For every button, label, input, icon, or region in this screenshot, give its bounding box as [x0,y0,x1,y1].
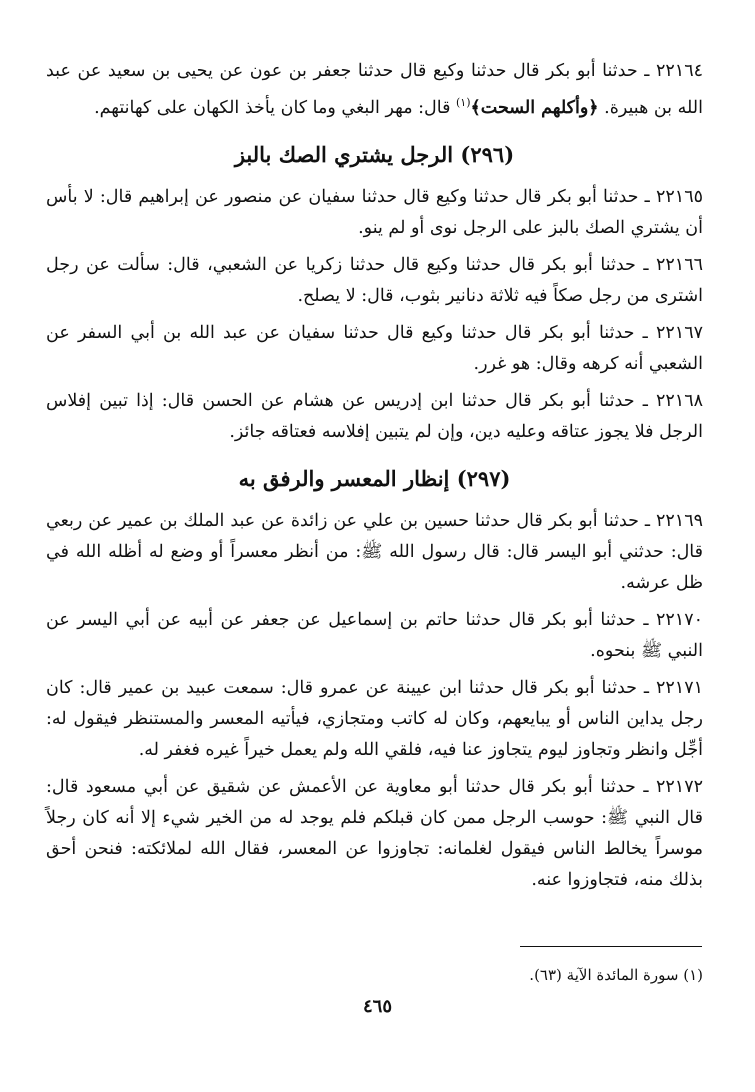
quran-verse: ﴿وأكلهم السحت﴾ [470,97,599,118]
hadith-22164-text-b: قال: مهر البغي وما كان يأخذ الكهان على كهانتهم. [94,97,456,118]
chapter-heading-297: (٢٩٧) إنظار المعسر والرفق به [238,465,511,491]
hadith-22170: ٢٢١٧٠ ـ حدثنا أبو بكر قال حدثنا حاتم بن إسماعيل عن جعفر عن أبيه عن أبي اليسر عن النبي ﷺ بنحوه. [46,609,703,661]
chapter-heading-296: (٢٩٦) الرجل يشتري الصك بالبز [234,141,515,167]
page-number: ٤٦٥ [362,996,392,1017]
footnote-ref[interactable]: (١) [456,96,471,109]
hadith-22171: ٢٢١٧١ ـ حدثنا أبو بكر قال حدثنا ابن عيينة عن عمرو قال: سمعت عبيد بن عمير قال: كان رجل يداين الناس أو يبايعهم، وكان له كاتب ومتجازي، فيأتيه المعسر والمستنظر فيقول له: أجِّل وانظر وتجاوز ليوم يتجاوز عنا فيه، فلقي الله ولم يعمل خيراً غيره فغفر له. [46,677,703,760]
hadith-22164 [46,56,703,124]
hadith-22164-text-a: ٢٢١٦٤ ـ حدثنا أبو بكر قال حدثنا وكيع قال حدثنا جعفر بن عون عن يحيى بن سعيد عن عبد الله بن هبيرة. [46,61,703,118]
hadith-22172: ٢٢١٧٢ ـ حدثنا أبو بكر قال حدثنا أبو معاوية عن الأعمش عن شقيق عن أبي مسعود قال: قال النبي ﷺ: حوسب الرجل ممن كان قبلكم فلم يوجد له من الخير شيء إلا أنه كان رجلاً موسراً يخالط الناس فيقول لغلمانه: تجاوزوا عن المعسر، فقال الله لملائكته: فنحن أحق بذلك منه، فتجاوزوا عنه. [46,776,703,890]
hadith-22166: ٢٢١٦٦ ـ حدثنا أبو بكر قال حدثنا وكيع قال حدثنا زكريا عن الشعبي، قال: سألت عن رجل اشترى من رجل صكاً فيه ثلاثة دنانير بثوب، قال: لا يصلح. [46,254,703,306]
hadith-22167: ٢٢١٦٧ ـ حدثنا أبو بكر قال حدثنا وكيع قال حدثنا سفيان عن عبد الله بن أبي السفر عن الشعبي أنه كرهه وقال: هو غرر. [46,322,703,374]
footnote-divider [520,946,702,947]
hadith-22169: ٢٢١٦٩ ـ حدثنا أبو بكر قال حدثنا حسين بن علي عن زائدة عن عبد الملك بن عمير عن ربعي قال: حدثني أبو اليسر قال: قال رسول الله ﷺ: من أنظر معسراً أو وضع له أظله الله في ظل عرشه. [46,510,703,593]
hadith-22165: ٢٢١٦٥ ـ حدثنا أبو بكر قال حدثنا وكيع قال حدثنا سفيان عن منصور عن إبراهيم قال: لا بأس أن يشتري الصك بالبز على الرجل نوى أو لم ينو. [46,186,703,238]
hadith-22168: ٢٢١٦٨ ـ حدثنا أبو بكر قال حدثنا ابن إدريس عن هشام عن الحسن قال: إذا تبين إفلاس الرجل فلا يجوز عتاقه وعليه دين، وإن لم يتبين إفلاسه فعتاقه جائز. [46,390,703,442]
footnote: (١) سورة المائدة الآية (٦٣). [529,966,703,984]
